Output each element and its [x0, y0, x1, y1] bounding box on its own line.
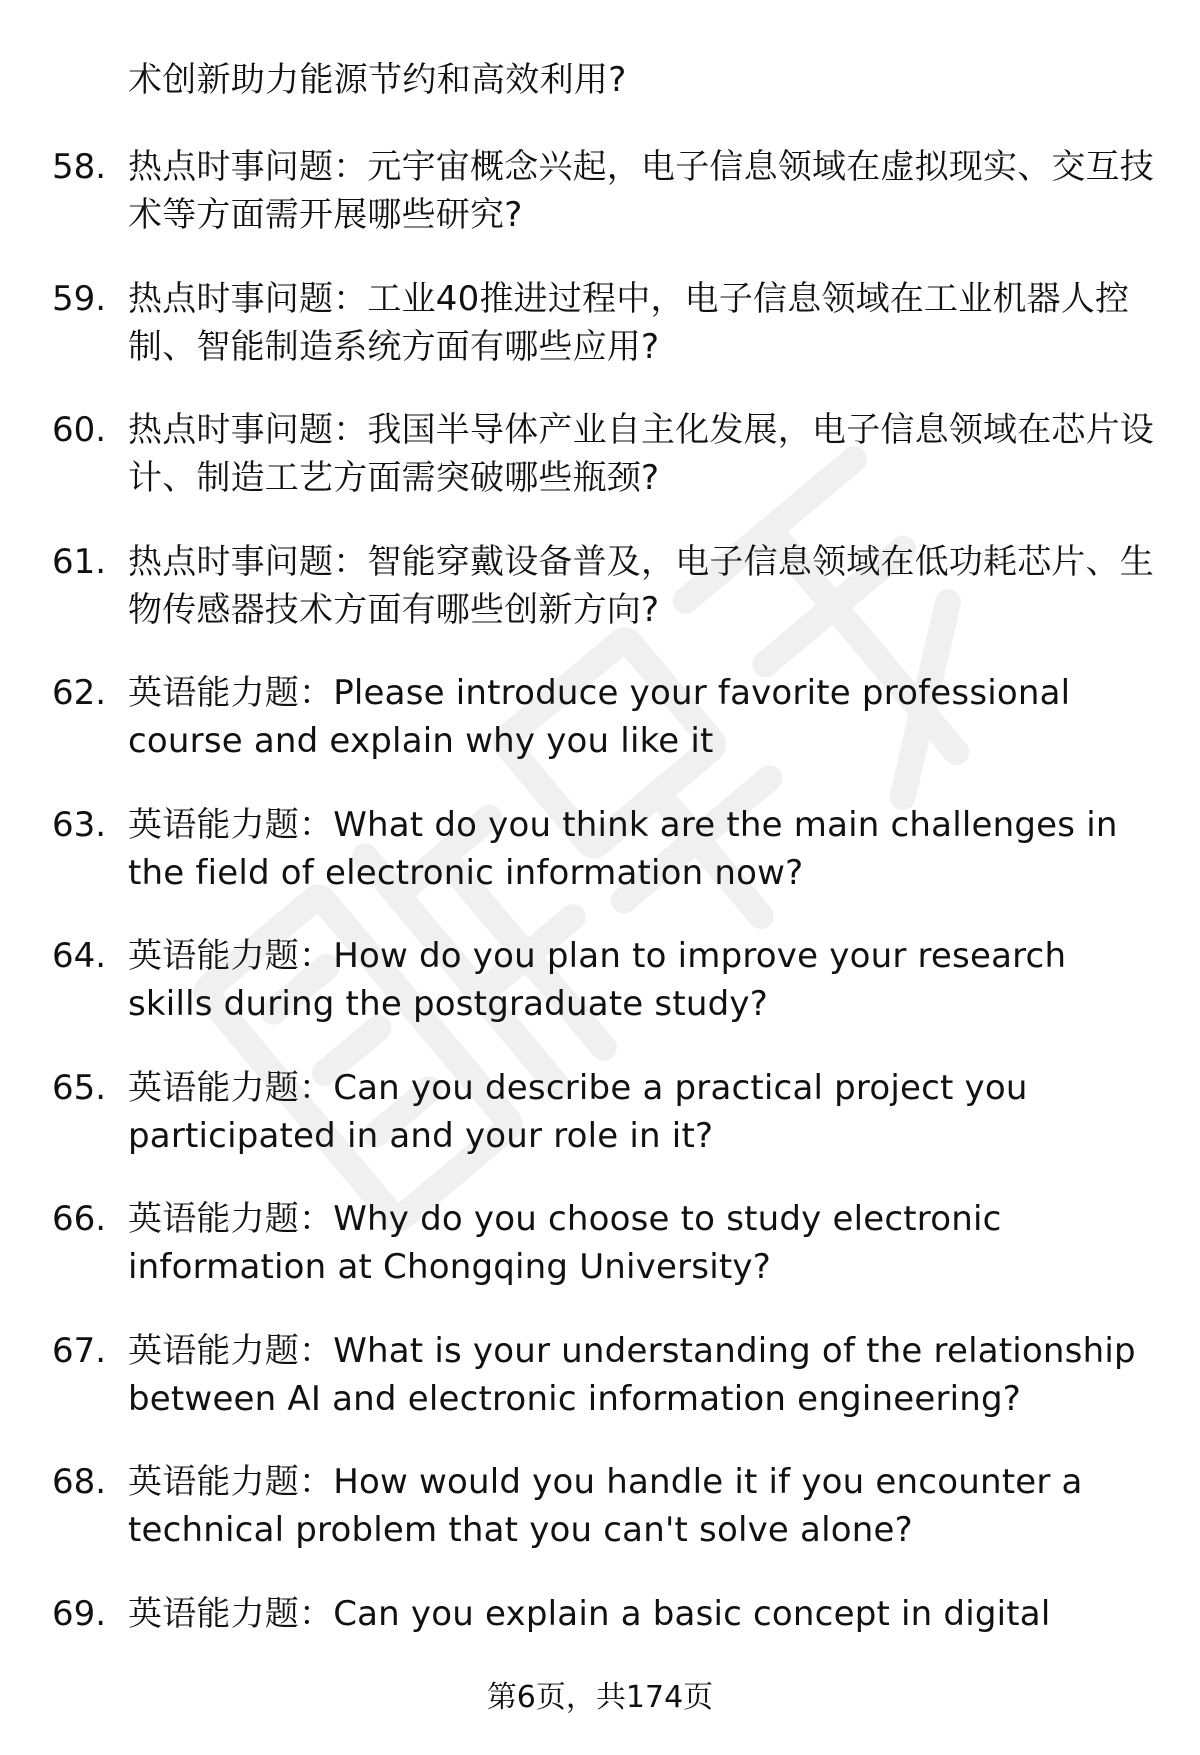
question-text: 英语能力题：How do you plan to improve your research skills during the postgraduate study?	[128, 936, 1067, 1024]
question-number: 67.	[52, 1330, 107, 1371]
question-text: 英语能力题：Please introduce your favorite professional course and explain why you like it	[128, 673, 1071, 761]
list-item	[0, 1064, 1200, 1196]
list-item	[0, 538, 1200, 670]
question-text: 热点时事问题：智能穿戴设备普及，电子信息领域在低功耗芯片、生物传感器技术方面有哪些创新方向?	[128, 541, 1154, 630]
question-number: 63.	[52, 804, 107, 845]
question-number: 60.	[52, 410, 107, 450]
question-text: 英语能力题：What is your understanding of the relationship between AI and electronic information engineering?	[128, 1330, 1136, 1419]
list-item	[0, 669, 1200, 801]
question-text: 英语能力题：How would you handle it if you encounter a technical problem that you can't solve alone?	[128, 1462, 1083, 1550]
question-text: 英语能力题：Can you explain a basic concept in digital	[128, 1593, 1051, 1634]
question-number: 64.	[52, 936, 107, 976]
question-number: 62.	[52, 673, 107, 713]
question-text: 英语能力题：Can you describe a practical project you participated in and your role in it?	[128, 1067, 1028, 1156]
question-number: 65.	[52, 1067, 107, 1108]
question-number: 66.	[52, 1199, 107, 1239]
question-number: 69.	[52, 1593, 107, 1634]
question-number: 58.	[52, 147, 107, 187]
question-number: 59.	[52, 278, 107, 319]
list-item	[0, 932, 1200, 1064]
list-item	[0, 143, 1200, 275]
list-item	[0, 1327, 1200, 1459]
list-item	[0, 1195, 1200, 1327]
question-text: 热点时事问题：元宇宙概念兴起，电子信息领域在虚拟现实、交互技术等方面需开展哪些研究?	[128, 147, 1154, 235]
question-text: 热点时事问题：工业40推进过程中，电子信息领域在工业机器人控制、智能制造系统方面有哪些应用?	[128, 278, 1130, 367]
question-number: 68.	[52, 1462, 107, 1502]
question-number: 61.	[52, 541, 107, 582]
list-item	[0, 406, 1200, 538]
list-item	[0, 275, 1200, 407]
list-item	[0, 801, 1200, 933]
question-text: 热点时事问题：我国半导体产业自主化发展，电子信息领域在芯片设计、制造工艺方面需突破哪些瓶颈?	[128, 410, 1154, 498]
question-list	[0, 143, 1200, 1721]
list-item	[0, 1458, 1200, 1590]
page-footer: 第6页，共174页	[486, 1680, 714, 1715]
continuation-text: 术创新助力能源节约和高效利用?	[128, 60, 627, 100]
question-text: 英语能力题：Why do you choose to study electronic information at Chongqing University?	[128, 1199, 1002, 1287]
question-text: 英语能力题：What do you think are the main challenges in the field of electronic information now?	[128, 804, 1118, 893]
